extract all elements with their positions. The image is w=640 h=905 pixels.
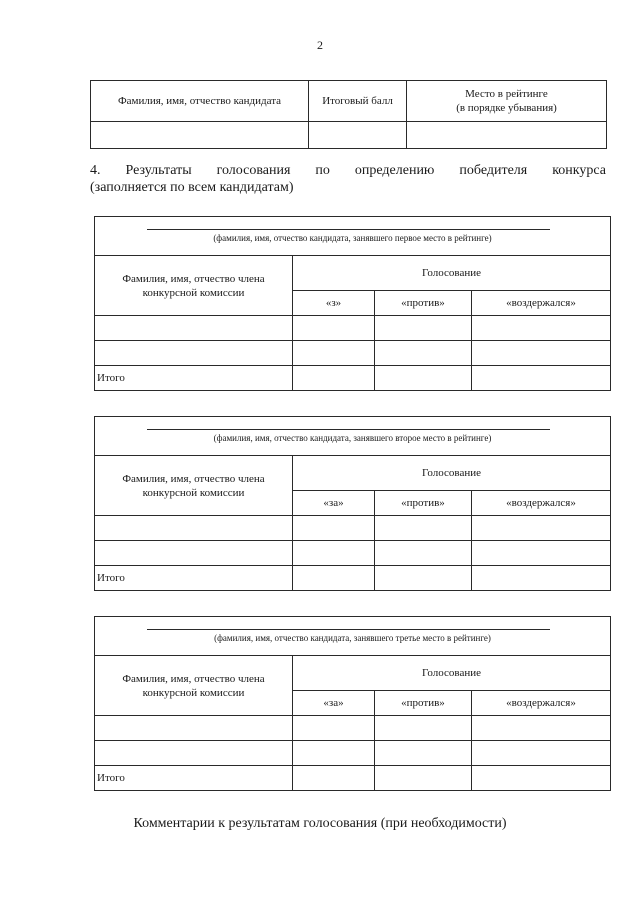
vote-against-header: «против» [375,691,472,716]
member-cell[interactable] [95,541,293,566]
col-rank [407,81,607,122]
candidate-name-line [147,629,550,630]
candidate-caption-cell[interactable] [95,217,611,256]
vote-for-header: «з» [293,291,375,316]
against-cell[interactable] [375,341,472,366]
member-header-line1: Фамилия, имя, отчество члена [122,672,265,685]
section-4-heading [90,162,606,196]
col-rank-line1: Место в рейтинге [465,88,548,100]
col-final-score: Итоговый балл [309,81,407,122]
rank-cell[interactable] [407,122,607,149]
table-row [95,541,611,566]
total-label: Итого [95,366,293,391]
candidate-name-line [147,229,550,230]
final-score-cell[interactable] [309,122,407,149]
section-4-line1: 4. Результаты голосования по определению победителя конкурса [90,163,606,178]
total-against-cell[interactable] [375,566,472,591]
candidate-name-cell[interactable] [91,122,309,149]
candidate-caption: (фамилия, имя, отчество кандидата, занявшего первое место в рейтинге) [213,233,492,243]
vote-for-header: «за» [293,691,375,716]
vote-abstain-header: «воздержался» [472,491,611,516]
vote-for-header: «за» [293,491,375,516]
abstain-cell[interactable] [472,516,611,541]
vote-abstain-header: «воздержался» [472,691,611,716]
abstain-cell[interactable] [472,716,611,741]
against-cell[interactable] [375,716,472,741]
member-cell[interactable] [95,716,293,741]
for-cell[interactable] [293,516,375,541]
for-cell[interactable] [293,716,375,741]
member-cell[interactable] [95,741,293,766]
col-rank-line2: (в порядке убывания) [456,102,557,114]
member-cell[interactable] [95,341,293,366]
total-abstain-cell[interactable] [472,766,611,791]
for-cell[interactable] [293,341,375,366]
page-number: 2 [317,38,323,52]
member-header-line1: Фамилия, имя, отчество члена [122,272,265,285]
member-cell[interactable] [95,316,293,341]
table-row [95,716,611,741]
vote-table-third-place [94,616,611,791]
total-abstain-cell[interactable] [472,566,611,591]
abstain-cell[interactable] [472,541,611,566]
vote-table-second-place [94,416,611,591]
member-cell[interactable] [95,516,293,541]
total-row [95,366,611,391]
table-row [95,341,611,366]
table-row [95,516,611,541]
vote-table-first-place [94,216,611,391]
total-abstain-cell[interactable] [472,366,611,391]
for-cell[interactable] [293,741,375,766]
abstain-cell[interactable] [472,341,611,366]
candidate-caption-cell[interactable] [95,417,611,456]
total-row [95,766,611,791]
against-cell[interactable] [375,316,472,341]
total-label: Итого [95,766,293,791]
member-name-header [95,256,293,316]
abstain-cell[interactable] [472,741,611,766]
candidate-caption-cell[interactable] [95,617,611,656]
vote-against-header: «против» [375,491,472,516]
vote-against-header: «против» [375,291,472,316]
member-header-line1: Фамилия, имя, отчество члена [122,472,265,485]
candidate-caption: (фамилия, имя, отчество кандидата, занявшего третье место в рейтинге) [214,633,491,643]
member-header-line2: конкурсной комиссии [142,286,245,299]
against-cell[interactable] [375,741,472,766]
member-name-header [95,656,293,716]
vote-abstain-header: «воздержался» [472,291,611,316]
candidate-name-line [147,429,550,430]
member-name-header [95,456,293,516]
comments-heading: Комментарии к результатам голосования (при необходимости) [133,816,507,831]
member-header-line2: конкурсной комиссии [142,686,245,699]
total-for-cell[interactable] [293,566,375,591]
total-for-cell[interactable] [293,766,375,791]
section-4-line2: (заполняется по всем кандидатам) [90,180,294,195]
table-row [95,316,611,341]
candidate-caption: (фамилия, имя, отчество кандидата, занявшего второе место в рейтинге) [213,433,492,443]
for-cell[interactable] [293,316,375,341]
candidate-rating-table [90,80,607,149]
for-cell[interactable] [293,541,375,566]
total-against-cell[interactable] [375,766,472,791]
voting-header: Голосование [293,656,611,691]
total-label: Итого [95,566,293,591]
member-header-line2: конкурсной комиссии [142,486,245,499]
total-row [95,566,611,591]
voting-header: Голосование [293,256,611,291]
voting-header: Голосование [293,456,611,491]
total-for-cell[interactable] [293,366,375,391]
abstain-cell[interactable] [472,316,611,341]
against-cell[interactable] [375,516,472,541]
total-against-cell[interactable] [375,366,472,391]
table-row [95,741,611,766]
against-cell[interactable] [375,541,472,566]
col-candidate-name: Фамилия, имя, отчество кандидата [91,81,309,122]
